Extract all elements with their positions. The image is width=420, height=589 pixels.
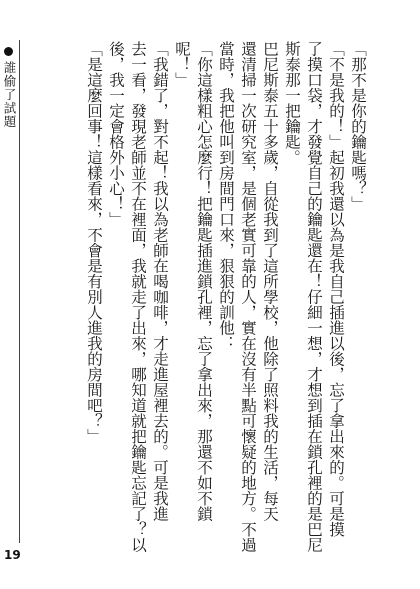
text-column-11: 去一看，發現老師並不在裡面，我就走了出來，哪知道就把鑰匙忘記了？以 [129, 41, 147, 553]
text-column-3: 了摸口袋，才發覺自己的鑰匙還在！仔細一想，才想到插在鎖孔裡的是巴尼 [305, 41, 323, 553]
text-column-4: 斯泰那一把鑰匙。 [283, 41, 301, 165]
text-column-12: 後，我一定會格外小心！」 [107, 41, 125, 227]
page-number: 19 [4, 548, 21, 562]
text-column-1: 「那不是你的鑰匙嗎？」 [349, 41, 367, 212]
text-column-13: 「是這麼回事！這樣看來，不會是有別人進我的房間吧？」 [85, 41, 103, 444]
text-column-6: 還清掃一次研究室，是個老實可靠的人，實在沒有半點可懷疑的地方。不過 [239, 41, 257, 553]
text-column-2: 「不是我的！」起初我還以為是我自己插進以後，忘了拿出來的。可是摸 [327, 41, 345, 537]
margin-rule [19, 40, 20, 543]
text-column-5: 巴尼斯泰五十多歲，自從我到了這所學校，他除了照料我的生活，每天 [261, 41, 279, 522]
text-column-10: 「我錯了，對不起！我以為老師在喝咖啡，才走進屋裡去的。可是我進 [151, 41, 169, 522]
bullet-icon [4, 47, 13, 56]
text-column-7: 當時，我把他叫到房間門口來，狠狠的訓他： [217, 41, 235, 351]
text-column-8: 「你這樣粗心怎麼行！把鑰匙插進鎖孔裡，忘了拿出來，那還不如不鎖 [195, 41, 213, 522]
text-column-9: 呢！」 [173, 41, 191, 88]
running-title: 誰偷了試題 [2, 61, 17, 129]
